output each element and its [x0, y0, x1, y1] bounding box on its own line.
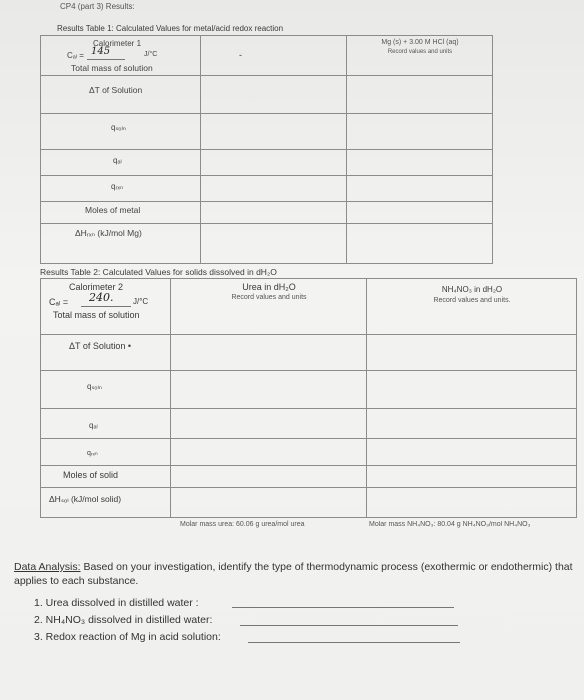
table1-calorimeter-label: Calorimeter 1	[93, 39, 142, 48]
data-analysis-paragraph	[14, 560, 574, 588]
table1-row-deltah	[41, 224, 201, 264]
table1-cell-dash	[201, 36, 347, 76]
results-table-2	[40, 278, 577, 518]
table2-input-cell[interactable]	[171, 409, 367, 439]
molar-mass-nh4no3: Molar mass NH₄NO₃: 80.04 g NH₄NO₃/mol NH₄NO₃	[369, 521, 531, 528]
table2-col1-header: Urea in dH₂O	[242, 282, 296, 292]
table2-input-cell[interactable]	[171, 371, 367, 409]
table1-input-cell[interactable]	[201, 202, 347, 224]
table1-row-deltat	[41, 76, 201, 114]
table1-col-sub: Record values and units	[387, 49, 453, 55]
table2-input-cell[interactable]	[171, 439, 367, 466]
table2-col2-sub: Record values and units.	[433, 297, 511, 304]
page-header: CP4 (part 3) Results:	[60, 2, 135, 11]
table1-cell-header	[347, 36, 493, 76]
data-analysis-heading: Data Analysis:	[14, 561, 81, 573]
table1-input-cell[interactable]	[201, 176, 347, 202]
table1-row-qrxn	[41, 176, 201, 202]
table2-input-cell[interactable]	[171, 466, 367, 488]
table1-row-label: Moles of metal	[85, 205, 141, 215]
table2-row-label: Total mass of solution	[53, 310, 140, 320]
table2-col2-header: NH₄NO₃ in dH₂O	[441, 285, 503, 294]
table2-row-qsoln	[41, 371, 171, 409]
molar-mass-urea: Molar mass urea: 60.06 g urea/mol urea	[180, 521, 305, 528]
table2-ccal-unit: J/°C	[133, 297, 149, 306]
table2-col1-sub: Record values and units	[231, 294, 307, 301]
table1-input-cell[interactable]	[201, 224, 347, 264]
table2-row-qrxn	[41, 439, 171, 466]
table1-row-label: Total mass of solution	[71, 63, 153, 73]
analysis-item-1: 1. Urea dissolved in distilled water :	[34, 597, 199, 609]
table1-row-label: ΔHᵣₓₙ (kJ/mol Mg)	[75, 228, 142, 238]
answer-line-2[interactable]	[240, 625, 458, 626]
table1-row-label: ΔT of Solution	[89, 85, 143, 95]
table2-input-cell[interactable]	[171, 335, 367, 371]
table2-input-cell[interactable]	[367, 466, 577, 488]
table2-input-cell[interactable]	[367, 439, 577, 466]
table2-row-qcal	[41, 409, 171, 439]
table2-row-label: qₐₗ	[89, 421, 98, 430]
table2-caption: Results Table 2: Calculated Values for solids dissolved in dH₂O	[40, 267, 277, 277]
table1-row-moles	[41, 202, 201, 224]
table1-ccal-value: 145	[91, 46, 111, 57]
analysis-item-2: 2. NH₄NO₃ dissolved in distilled water:	[34, 614, 213, 626]
table1-row-qcal	[41, 150, 201, 176]
table1-row-qsoln	[41, 114, 201, 150]
table2-ccal-label: Cₐₗ =	[49, 297, 69, 307]
results-table-1	[40, 35, 493, 264]
table2-ccal-value: 240.	[89, 291, 114, 304]
table1-ccal-unit: J/°C	[144, 51, 158, 58]
table1-input-cell[interactable]	[347, 176, 493, 202]
table2-row-moles	[41, 466, 171, 488]
table2-ccal-line	[81, 306, 131, 307]
answer-line-3[interactable]	[248, 642, 460, 643]
data-analysis-text: Based on your investigation, identify the type of thermodynamic process (exothermic or endothermic) that applies to each substance.	[14, 561, 573, 587]
table2-input-cell[interactable]	[367, 488, 577, 518]
table2-input-cell[interactable]	[367, 409, 577, 439]
table1-input-cell[interactable]	[347, 150, 493, 176]
table1-cell-calorimeter	[41, 36, 201, 76]
table2-cell-nh4-header	[367, 279, 577, 335]
table2-cell-urea-header	[171, 279, 367, 335]
analysis-item-3: 3. Redox reaction of Mg in acid solution:	[34, 631, 221, 643]
table1-row-label: qₐₗ	[113, 156, 122, 165]
table1-ccal-line	[87, 59, 125, 60]
table2-input-cell[interactable]	[171, 488, 367, 518]
table2-row-label: qᵣₓₙ	[87, 450, 98, 457]
table2-input-cell[interactable]	[367, 371, 577, 409]
table1-input-cell[interactable]	[347, 224, 493, 264]
table1-input-cell[interactable]	[347, 76, 493, 114]
table2-row-label: qₛₒₗₙ	[87, 382, 102, 391]
table1-dash: -	[239, 50, 242, 60]
table1-col-header: Mg (s) + 3.00 M HCl (aq)	[381, 39, 459, 46]
table1-row-label: qᵣₓₙ	[111, 182, 124, 191]
table2-row-deltat	[41, 335, 171, 371]
table2-row-deltah	[41, 488, 171, 518]
table1-row-label: qₛₒₗₙ	[111, 123, 126, 132]
table2-input-cell[interactable]	[367, 335, 577, 371]
table2-calorimeter-label: Calorimeter 2	[69, 282, 124, 292]
table1-input-cell[interactable]	[201, 114, 347, 150]
table1-input-cell[interactable]	[347, 202, 493, 224]
table1-input-cell[interactable]	[201, 150, 347, 176]
table2-cell-calorimeter	[41, 279, 171, 335]
table1-ccal-label: Cₐₗ =	[67, 51, 84, 60]
table2-row-label: ΔHₛₒₗ (kJ/mol solid)	[49, 494, 122, 504]
table1-input-cell[interactable]	[201, 76, 347, 114]
table1-input-cell[interactable]	[347, 114, 493, 150]
answer-line-1[interactable]	[232, 607, 454, 608]
table1-caption: Results Table 1: Calculated Values for metal/acid redox reaction	[57, 24, 284, 33]
table2-row-label: Moles of solid	[63, 470, 119, 480]
table2-row-label: ΔT of Solution •	[69, 341, 132, 351]
